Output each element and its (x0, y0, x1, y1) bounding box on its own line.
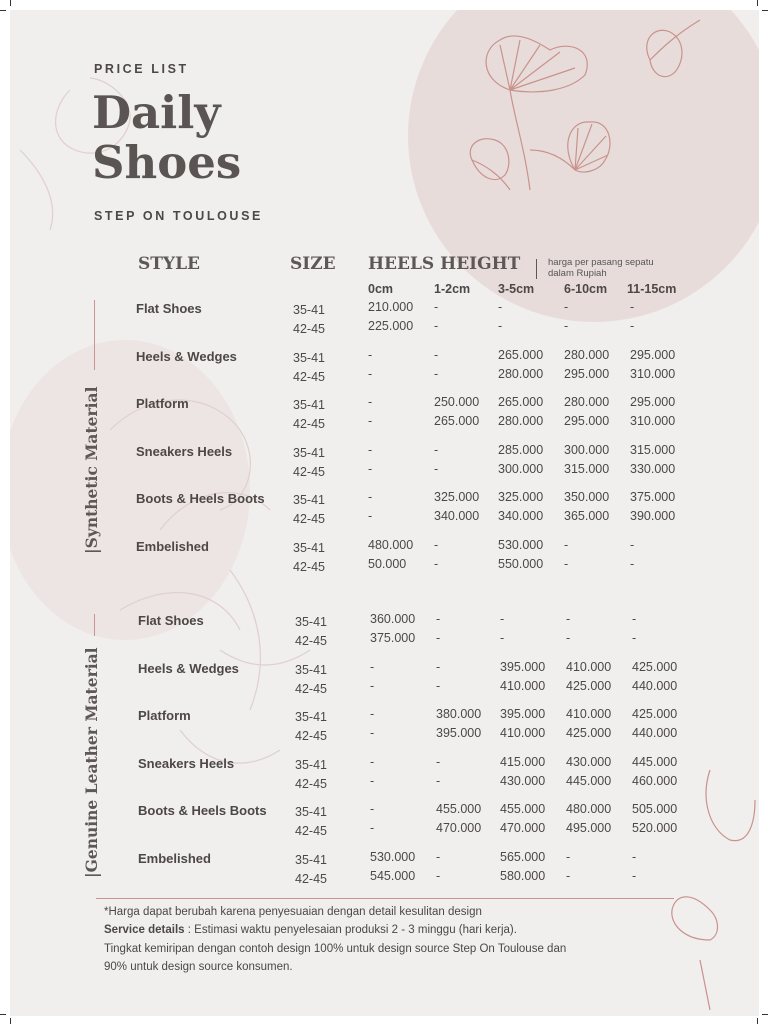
size-cell: 42-45 (293, 369, 325, 384)
price-cell: - (434, 319, 439, 333)
price-cell: 425.000 (632, 659, 678, 674)
style-name: Platform (138, 708, 191, 723)
price-cell: 530.000 (370, 849, 416, 864)
size-cell: 42-45 (295, 681, 327, 696)
price-cell: - (370, 659, 375, 674)
size-cell: 42-45 (295, 776, 327, 791)
price-cell: - (368, 490, 373, 504)
size-cell: 35-41 (295, 710, 327, 724)
price-cell: 410.000 (566, 659, 612, 674)
price-cell: 460.000 (632, 773, 678, 788)
price-cell: 545.000 (370, 868, 416, 883)
column-header-style: STYLE (138, 254, 200, 274)
footer-note: *Harga dapat berubah karena penyesuaian dengan detail kesulitan design (104, 906, 482, 918)
price-cell: 300.000 (564, 442, 610, 457)
title-line-1: Daily (92, 86, 221, 139)
footer-service-details (104, 924, 517, 936)
style-name: Heels & Wedges (138, 660, 239, 676)
price-cell: 480.000 (566, 802, 612, 816)
price-cell: - (436, 678, 441, 693)
price-cell: - (630, 319, 635, 333)
price-cell: - (368, 442, 373, 457)
price-cell: - (370, 726, 375, 740)
price-cell: 410.000 (500, 726, 546, 740)
price-cell: - (436, 631, 441, 645)
price-cell: 495.000 (566, 821, 612, 835)
size-cell: 35-41 (293, 540, 325, 555)
size-cell: 35-41 (293, 445, 325, 460)
price-cell: 455.000 (500, 802, 546, 816)
price-cell: 365.000 (564, 509, 610, 523)
price-cell: 340.000 (434, 509, 480, 523)
price-cell: - (370, 678, 375, 693)
price-cell: 265.000 (498, 347, 544, 362)
price-cell: 440.000 (632, 726, 678, 740)
price-cell: - (436, 659, 441, 674)
size-cell: 35-41 (295, 805, 327, 819)
price-cell: - (434, 347, 439, 362)
price-cell: 285.000 (498, 442, 544, 457)
currency-note-line-1: harga per pasang sepatu (548, 257, 654, 268)
size-cell: 42-45 (293, 417, 325, 431)
price-cell: 390.000 (630, 509, 676, 523)
price-cell: 315.000 (564, 461, 610, 476)
size-cell: 42-45 (293, 559, 325, 574)
currency-note-line-2: dalam Rupiah (548, 267, 607, 279)
price-cell: 265.000 (498, 395, 544, 409)
price-cell: 580.000 (500, 868, 546, 883)
price-cell: - (500, 631, 505, 645)
column-header-heels-height: HEELS HEIGHT (368, 254, 521, 274)
price-cell: - (370, 773, 375, 788)
section-label-genuine-leather: |Genuine Leather Material (82, 647, 101, 878)
price-cell: 375.000 (370, 631, 416, 645)
size-cell: 42-45 (295, 634, 327, 648)
price-cell: 445.000 (566, 773, 612, 788)
price-cell: 325.000 (498, 490, 544, 504)
price-cell: 225.000 (368, 319, 414, 333)
price-cell: - (500, 612, 505, 626)
crop-mark (10, 1018, 11, 1024)
price-cell: - (566, 849, 571, 864)
price-cell: 425.000 (632, 707, 678, 721)
price-cell: 295.000 (630, 347, 676, 362)
price-cell: 410.000 (500, 678, 546, 693)
section-divider-line (94, 300, 95, 370)
style-name: Sneakers Heels (138, 755, 235, 771)
price-cell: 415.000 (500, 754, 546, 769)
crop-mark (10, 0, 11, 6)
height-header: 11-15cm (627, 282, 677, 296)
price-cell: - (368, 395, 373, 409)
size-cell: 35-41 (293, 303, 325, 317)
price-cell: 280.000 (564, 347, 610, 362)
price-cell: - (370, 754, 375, 769)
price-cell: 315.000 (630, 442, 676, 457)
price-cell: - (566, 631, 571, 645)
price-cell: - (632, 868, 637, 883)
price-cell: 445.000 (632, 754, 678, 769)
column-header-size: SIZE (290, 254, 336, 274)
price-cell: 265.000 (434, 414, 480, 428)
price-cell: - (368, 509, 373, 523)
header-divider (536, 259, 537, 279)
price-cell: - (632, 849, 637, 864)
price-cell: 395.000 (500, 659, 546, 674)
kicker-text: PRICE LIST (94, 62, 189, 76)
style-name: Heels & Wedges (136, 348, 237, 364)
price-cell: - (564, 556, 569, 571)
price-cell: 295.000 (564, 414, 610, 428)
price-cell: - (436, 849, 441, 864)
size-cell: 42-45 (293, 512, 325, 526)
price-cell: - (434, 556, 439, 571)
price-cell: - (436, 868, 441, 883)
size-cell: 35-41 (295, 757, 327, 772)
crop-mark (762, 10, 768, 11)
price-cell: 360.000 (370, 612, 416, 626)
price-cell: 395.000 (500, 707, 546, 721)
price-cell: - (434, 366, 439, 381)
price-cell: - (566, 612, 571, 626)
height-header: 0cm (368, 282, 394, 296)
section-divider-line (94, 614, 95, 636)
price-cell: - (632, 631, 637, 645)
price-cell: - (434, 300, 439, 314)
size-cell: 35-41 (293, 493, 325, 507)
price-cell: 520.000 (632, 821, 678, 835)
price-cell: 280.000 (498, 414, 544, 428)
price-cell: - (566, 868, 571, 883)
price-cell: - (630, 556, 635, 571)
service-label: Service details (104, 924, 185, 936)
size-cell: 42-45 (295, 729, 327, 743)
price-cell: 430.000 (500, 773, 546, 788)
price-cell: 250.000 (434, 395, 480, 409)
crop-mark (757, 0, 758, 6)
price-cell: 350.000 (564, 490, 610, 504)
price-cell: 410.000 (566, 707, 612, 721)
price-cell: 380.000 (436, 707, 482, 721)
page-title (92, 88, 241, 188)
style-name: Flat Shoes (136, 301, 202, 316)
style-name: Platform (136, 396, 189, 411)
price-cell: 455.000 (436, 802, 482, 816)
price-cell: - (368, 347, 373, 362)
price-cell: - (630, 300, 635, 314)
size-cell: 42-45 (295, 824, 327, 838)
price-cell: - (564, 300, 569, 314)
price-cell: 505.000 (632, 802, 678, 816)
price-cell: - (498, 300, 503, 314)
price-cell: 310.000 (630, 366, 676, 381)
height-header: 1-2cm (434, 282, 471, 296)
price-cell: - (370, 821, 375, 835)
footer-similarity-note-cont: 90% untuk design source konsumen. (104, 961, 293, 973)
footer-divider (96, 898, 674, 899)
style-name: Sneakers Heels (136, 443, 233, 459)
price-cell: - (564, 319, 569, 333)
section-label-synthetic: |Synthetic Material (82, 386, 101, 554)
price-sheet (10, 10, 759, 1016)
style-name: Embelished (138, 850, 211, 866)
size-cell: 42-45 (293, 322, 325, 336)
currency-note (548, 258, 654, 279)
price-cell: 440.000 (632, 678, 678, 693)
brand-name: STEP ON TOULOUSE (94, 209, 263, 223)
style-name: Flat Shoes (138, 613, 204, 628)
price-cell: - (434, 461, 439, 476)
price-cell: - (368, 366, 373, 381)
size-cell: 35-41 (295, 852, 327, 867)
price-cell: 425.000 (566, 678, 612, 693)
style-name: Boots & Heels Boots (136, 491, 265, 506)
price-cell: 50.000 (368, 556, 407, 571)
price-cell: 280.000 (498, 366, 544, 381)
price-cell: 310.000 (630, 414, 676, 428)
crop-mark (757, 1018, 758, 1024)
price-cell: - (368, 461, 373, 476)
price-cell: - (436, 612, 441, 626)
title-line-2: Shoes (92, 136, 242, 189)
price-cell: 470.000 (500, 821, 546, 835)
size-cell: 35-41 (293, 350, 325, 365)
price-cell: 470.000 (436, 821, 482, 835)
size-cell: 35-41 (295, 615, 327, 629)
price-cell: 210.000 (368, 300, 414, 314)
price-cell: - (370, 707, 375, 721)
crop-mark (0, 10, 6, 11)
price-cell: 300.000 (498, 461, 544, 476)
price-cell: - (434, 442, 439, 457)
price-cell: - (434, 537, 439, 552)
price-cell: 280.000 (564, 395, 610, 409)
price-cell: - (564, 537, 569, 552)
crop-mark (762, 1014, 768, 1015)
style-name: Embelished (136, 538, 209, 554)
price-cell: 325.000 (434, 490, 480, 504)
price-cell: 295.000 (564, 366, 610, 381)
footer-similarity-note: Tingkat kemiripan dengan contoh design 100% untuk design source Step On Toulouse dan (104, 943, 567, 955)
price-cell: 375.000 (630, 490, 676, 504)
size-cell: 35-41 (295, 662, 327, 677)
price-cell: - (368, 414, 373, 428)
price-cell: - (436, 754, 441, 769)
price-cell: - (370, 802, 375, 816)
price-cell: - (436, 773, 441, 788)
price-cell: 565.000 (500, 849, 546, 864)
price-cell: - (632, 612, 637, 626)
size-cell: 42-45 (293, 464, 325, 479)
service-text: : Estimasi waktu penyelesaian produksi 2 - 3 minggu (hari kerja). (184, 924, 517, 936)
price-cell: 480.000 (368, 537, 414, 552)
height-header: 3-5cm (498, 282, 535, 296)
price-cell: 395.000 (436, 726, 482, 740)
size-cell: 42-45 (295, 871, 327, 886)
price-cell: 340.000 (498, 509, 544, 523)
price-cell: 330.000 (630, 461, 676, 476)
crop-mark (0, 1014, 6, 1015)
price-cell: 550.000 (498, 556, 544, 571)
style-name: Boots & Heels Boots (138, 803, 267, 818)
height-header: 6-10cm (564, 282, 608, 296)
price-cell: - (630, 537, 635, 552)
size-cell: 35-41 (293, 398, 325, 412)
price-cell: 295.000 (630, 395, 676, 409)
price-cell: 530.000 (498, 537, 544, 552)
price-cell: - (498, 319, 503, 333)
price-cell: 430.000 (566, 754, 612, 769)
price-cell: 425.000 (566, 726, 612, 740)
